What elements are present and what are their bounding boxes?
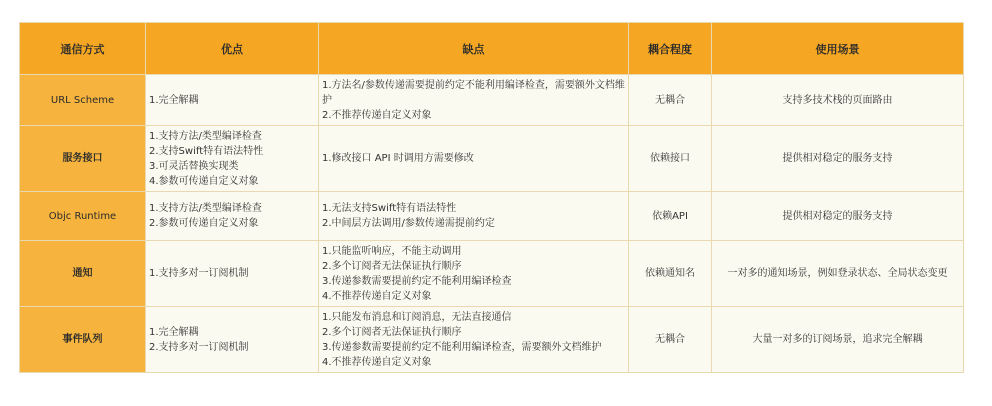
scenario-cell: 支持多技术栈的页面路由: [712, 75, 964, 126]
scenario-cell: 提供相对稳定的服务支持: [712, 192, 964, 241]
scenario-cell: 大量一对多的订阅场景，追求完全解耦: [712, 307, 964, 373]
cons-item: 4.不推荐传递自定义对象: [322, 356, 432, 368]
cons-cell: [319, 241, 629, 307]
column-header: 耦合程度: [629, 23, 712, 75]
cons-item: 2.多个订阅者无法保证执行顺序: [322, 260, 462, 272]
coupling-cell: 依赖通知名: [629, 241, 712, 307]
table-row: [20, 126, 964, 192]
table-row: [20, 241, 964, 307]
coupling-cell: 无耦合: [629, 307, 712, 373]
pros-item: 1.完全解耦: [149, 94, 199, 106]
method-name-cell: URL Scheme: [20, 75, 146, 126]
method-name-cell: 事件队列: [20, 307, 146, 373]
table-row: [20, 192, 964, 241]
column-header: 优点: [146, 23, 319, 75]
table-header-row: [20, 23, 964, 75]
pros-item: 1.支持方法/类型编译检查: [149, 130, 262, 142]
pros-item: 2.支持Swift特有语法特性: [149, 145, 264, 157]
scenario-cell: 提供相对稳定的服务支持: [712, 126, 964, 192]
pros-item: 2.参数可传递自定义对象: [149, 218, 259, 229]
cons-item: 1.修改接口 API 时调用方需要修改: [322, 153, 474, 164]
coupling-cell: 无耦合: [629, 75, 712, 126]
method-name-cell: 服务接口: [20, 126, 146, 192]
pros-cell: [146, 307, 319, 373]
cons-item: 2.多个订阅者无法保证执行顺序: [322, 326, 462, 338]
pros-item: 2.支持多对一订阅机制: [149, 341, 249, 353]
cons-item: 1.只能监听响应，不能主动调用: [322, 245, 462, 257]
cons-item: 1.方法名/参数传递需要提前约定不能利用编译检查，需要额外文档维护: [322, 79, 625, 106]
pros-cell: [146, 126, 319, 192]
pros-item: 3.可灵活替换实现类: [149, 160, 239, 172]
cons-item: 1.只能发布消息和订阅消息，无法直接通信: [322, 311, 512, 323]
comparison-table: [19, 22, 964, 373]
cons-cell: [319, 75, 629, 126]
column-header: 通信方式: [20, 23, 146, 75]
cons-item: 2.不推荐传递自定义对象: [322, 109, 432, 121]
pros-cell: [146, 192, 319, 241]
comparison-table-container: [19, 22, 964, 373]
coupling-cell: 依赖接口: [629, 126, 712, 192]
cons-cell: [319, 192, 629, 241]
scenario-cell: 一对多的通知场景，例如登录状态、全局状态变更: [712, 241, 964, 307]
table-row: [20, 307, 964, 373]
column-header: 使用场景: [712, 23, 964, 75]
pros-cell: [146, 75, 319, 126]
method-name-cell: 通知: [20, 241, 146, 307]
coupling-cell: 依赖API: [629, 192, 712, 241]
cons-item: 3.传递参数需要提前约定不能利用编译检查: [322, 275, 512, 287]
cons-cell: [319, 307, 629, 373]
pros-cell: [146, 241, 319, 307]
cons-item: 4.不推荐传递自定义对象: [322, 290, 432, 302]
pros-item: 1.完全解耦: [149, 326, 199, 338]
method-name-cell: Objc Runtime: [20, 192, 146, 241]
cons-item: 1.无法支持Swift特有语法特性: [322, 203, 457, 214]
cons-item: 2.中间层方法调用/参数传递需提前约定: [322, 218, 495, 229]
pros-item: 1.支持多对一订阅机制: [149, 268, 249, 279]
pros-item: 1.支持方法/类型编译检查: [149, 203, 262, 214]
cons-item: 3.传递参数需要提前约定不能利用编译检查，需要额外文档维护: [322, 341, 602, 353]
pros-item: 4.参数可传递自定义对象: [149, 175, 259, 187]
cons-cell: [319, 126, 629, 192]
column-header: 缺点: [319, 23, 629, 75]
table-row: [20, 75, 964, 126]
